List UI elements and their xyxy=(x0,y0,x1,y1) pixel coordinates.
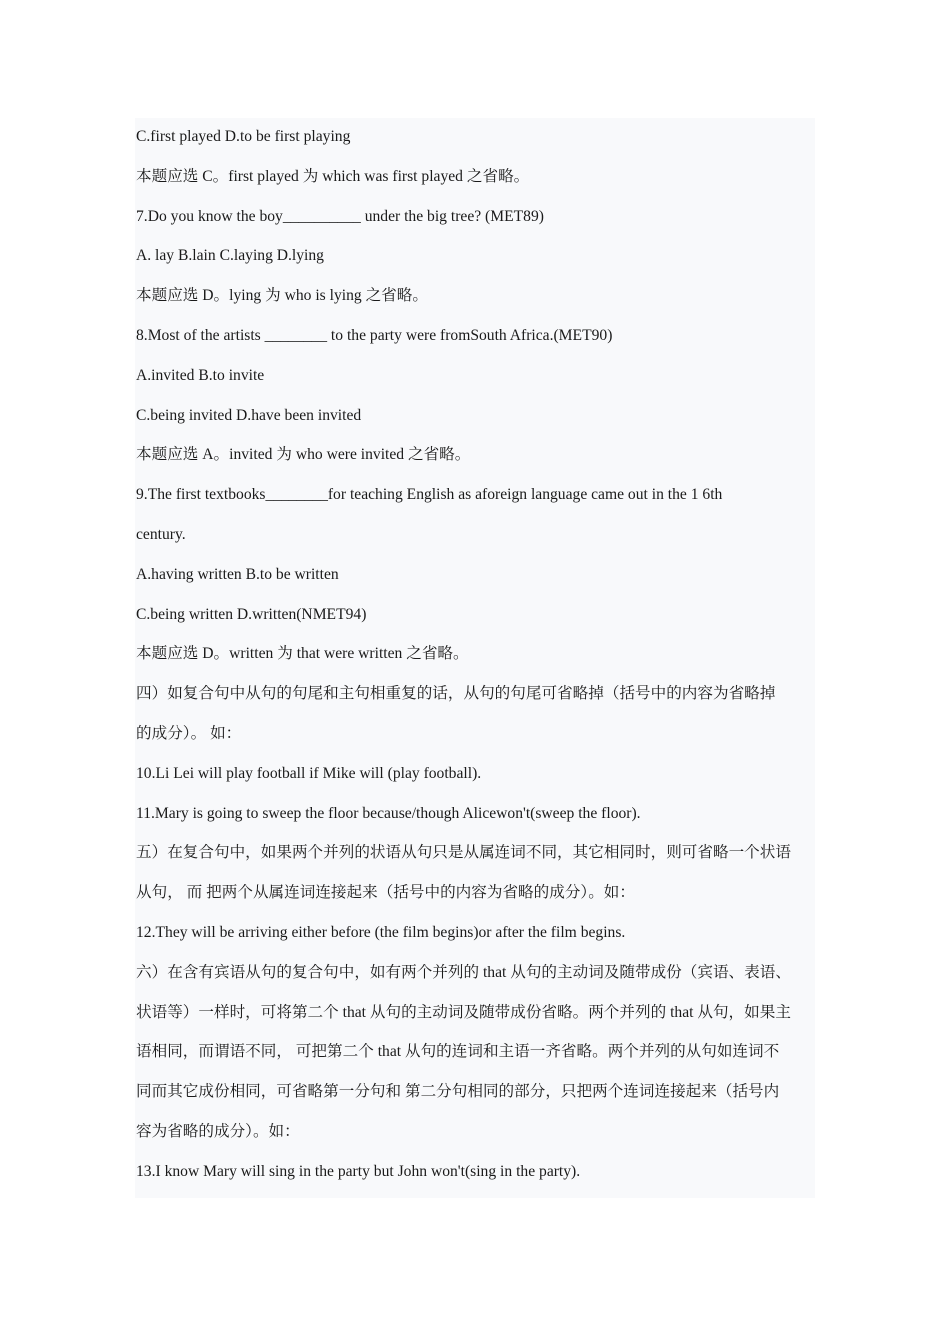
text-line: 的成分）。 如： xyxy=(136,724,242,742)
text-line: 本题应选 A。invited 为 who were invited 之省略。 xyxy=(136,446,471,464)
text-line: 同而其它成份相同，可省略第一分句和 第二分句相同的部分，只把两个连词连接起来（括号内 xyxy=(136,1083,780,1101)
text-line: 从句， 而 把两个从属连词连接起来（括号中的内容为省略的成分）。如： xyxy=(136,884,635,902)
text-line: 7.Do you know the boy__________ under the big tree? (MET89) xyxy=(136,207,544,225)
text-line: 11.Mary is going to sweep the floor because/though Alicewon't(sweep the floor). xyxy=(136,804,641,822)
text-line: 13.I know Mary will sing in the party but John won't(sing in the party). xyxy=(136,1162,581,1180)
text-line: 8.Most of the artists ________ to the party were fromSouth Africa.(MET90) xyxy=(136,326,613,344)
text-line: 本题应选 D。lying 为 who is lying 之省略。 xyxy=(136,287,428,305)
text-line: 本题应选 D。written 为 that were written 之省略。 xyxy=(136,645,469,663)
text-line: 10.Li Lei will play football if Mike will (play football). xyxy=(136,764,482,782)
text-line: A.having written B.to be written xyxy=(136,565,339,583)
document-body xyxy=(135,118,815,1198)
text-line: C.being invited D.have been invited xyxy=(136,406,362,424)
text-line: 五）在复合句中，如果两个并列的状语从句只是从属连词不同，其它相同时，则可省略一个状语 xyxy=(136,844,791,862)
text-line: C.first played D.to be first playing xyxy=(136,128,351,145)
text-line: 容为省略的成分）。如： xyxy=(136,1122,300,1140)
text-line: 12.They will be arriving either before (the film begins)or after the film begins. xyxy=(136,923,626,941)
text-line: 本题应选 C。first played 为 which was first played 之省略。 xyxy=(136,167,530,185)
text-line: 四）如复合句中从句的句尾和主句相重复的话，从句的句尾可省略掉（括号中的内容为省略掉 xyxy=(136,685,776,703)
text-line: A.invited B.to invite xyxy=(136,366,265,384)
text-line: A. lay B.lain C.laying D.lying xyxy=(136,247,324,265)
text-line: 9.The first textbooks________for teaching English as aforeign language came out in the 1 6th xyxy=(136,486,723,504)
text-line: 六）在含有宾语从句的复合句中，如有两个并列的 that 从句的主动词及随带成份（宾语、表语、 xyxy=(136,963,791,981)
text-line: 状语等）一样时，可将第二个 that 从句的主动词及随带成份省略。两个并列的 that 从句，如果主 xyxy=(136,1003,791,1021)
text-line: C.being written D.written(NMET94) xyxy=(136,605,367,623)
text-line: 语相同，而谓语不同， 可把第二个 that 从句的连词和主语一齐省略。两个并列的从句如连词不 xyxy=(136,1043,780,1061)
text-line: century. xyxy=(136,525,186,543)
